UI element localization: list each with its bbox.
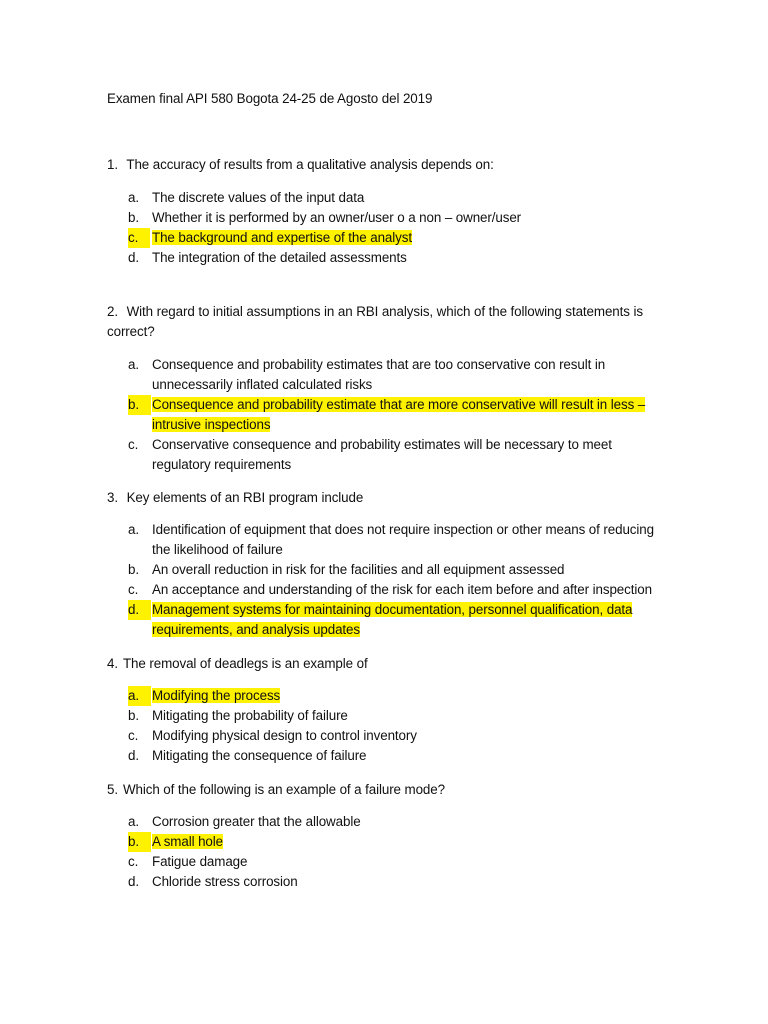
- question-4-option-c: [128, 726, 668, 746]
- question-1-number: 1.: [107, 157, 118, 172]
- question-1-option-c: [128, 228, 668, 248]
- question-1-option-b: [128, 208, 668, 228]
- option-text: Corrosion greater that the allowable: [152, 814, 361, 829]
- option-letter: a.: [128, 522, 139, 537]
- question-1: [107, 155, 667, 175]
- question-3-options: [128, 520, 668, 640]
- question-4: [107, 654, 667, 674]
- option-letter: a.: [128, 814, 139, 829]
- question-2-text: [107, 302, 667, 342]
- question-3: [107, 488, 667, 508]
- question-2-options: [128, 355, 668, 475]
- option-letter: b.: [128, 395, 151, 415]
- question-3-option-b: [128, 560, 668, 580]
- option-letter: d.: [128, 600, 151, 620]
- option-letter: a.: [128, 686, 151, 706]
- option-letter: a.: [128, 357, 139, 372]
- option-text: Modifying physical design to control inventory: [152, 728, 417, 743]
- option-text: Chloride stress corrosion: [152, 874, 298, 889]
- question-3-option-c: [128, 580, 668, 600]
- question-2-option-a: [128, 355, 668, 395]
- question-5-prompt: Which of the following is an example of a failure mode?: [122, 782, 445, 797]
- option-letter: d.: [128, 748, 139, 763]
- option-text: Mitigating the consequence of failure: [152, 748, 367, 763]
- highlighted-answer-text: Management systems for maintaining documentation, personnel qualification, data requirements, and analysis updates: [152, 602, 633, 637]
- question-1-option-d: [128, 248, 668, 268]
- question-5-option-a: [128, 812, 668, 832]
- option-letter: a.: [128, 190, 139, 205]
- option-letter: b.: [128, 562, 139, 577]
- question-3-number: 3.: [107, 490, 118, 505]
- question-5: [107, 780, 667, 800]
- question-1-option-a: [128, 188, 668, 208]
- highlighted-answer-text: Modifying the process: [152, 688, 281, 703]
- question-4-option-b: [128, 706, 668, 726]
- option-text: The discrete values of the input data: [152, 190, 365, 205]
- question-2-option-c: [128, 435, 668, 475]
- question-3-option-d: [128, 600, 668, 640]
- option-text: An acceptance and understanding of the risk for each item before and after inspection: [152, 582, 652, 597]
- question-5-number: 5.: [107, 782, 118, 797]
- option-letter: b.: [128, 832, 151, 852]
- question-1-options: [128, 188, 668, 268]
- option-text: Fatigue damage: [152, 854, 248, 869]
- option-text: Identification of equipment that does not require inspection or other means of reducing the likelihood of failure: [152, 522, 654, 557]
- question-2: [107, 302, 667, 342]
- question-5-text: [107, 780, 667, 800]
- question-4-option-a: [128, 686, 668, 706]
- question-5-options: [128, 812, 668, 892]
- option-letter: d.: [128, 250, 139, 265]
- question-2-prompt: With regard to initial assumptions in an RBI analysis, which of the following statements is correct?: [107, 304, 643, 339]
- question-1-text: [107, 155, 667, 175]
- option-letter: c.: [128, 437, 139, 452]
- option-letter: b.: [128, 708, 139, 723]
- question-3-prompt: Key elements of an RBI program include: [126, 490, 364, 505]
- question-5-option-b: [128, 832, 668, 852]
- question-4-prompt: The removal of deadlegs is an example of: [122, 656, 368, 671]
- option-letter: b.: [128, 210, 139, 225]
- question-5-option-c: [128, 852, 668, 872]
- question-4-option-d: [128, 746, 668, 766]
- question-3-text: [107, 488, 667, 508]
- document-title: Examen final API 580 Bogota 24-25 de Agosto del 2019: [107, 91, 433, 106]
- option-text: Consequence and probability estimates that are too conservative con result in unnecessarily inflated calculated risks: [152, 357, 606, 392]
- option-letter: c.: [128, 728, 139, 743]
- question-4-text: [107, 654, 667, 674]
- question-4-options: [128, 686, 668, 766]
- question-4-number: 4.: [107, 656, 118, 671]
- option-text: An overall reduction in risk for the facilities and all equipment assessed: [152, 562, 565, 577]
- highlighted-answer-text: The background and expertise of the analyst: [152, 230, 412, 245]
- option-letter: c.: [128, 582, 139, 597]
- option-text: The integration of the detailed assessments: [152, 250, 407, 265]
- question-2-number: 2.: [107, 304, 118, 319]
- highlighted-answer-text: Consequence and probability estimate that are more conservative will result in less – intrusive inspections: [152, 397, 646, 432]
- option-letter: d.: [128, 874, 139, 889]
- highlighted-answer-text: A small hole: [152, 834, 223, 849]
- option-letter: c.: [128, 228, 150, 248]
- option-letter: c.: [128, 854, 139, 869]
- question-3-option-a: [128, 520, 668, 560]
- question-5-option-d: [128, 872, 668, 892]
- option-text: Whether it is performed by an owner/user o a non – owner/user: [152, 210, 522, 225]
- option-text: Conservative consequence and probability estimates will be necessary to meet regulatory requirements: [152, 437, 612, 472]
- option-text: Mitigating the probability of failure: [152, 708, 348, 723]
- question-1-prompt: The accuracy of results from a qualitative analysis depends on:: [126, 157, 494, 172]
- question-2-option-b: [128, 395, 668, 435]
